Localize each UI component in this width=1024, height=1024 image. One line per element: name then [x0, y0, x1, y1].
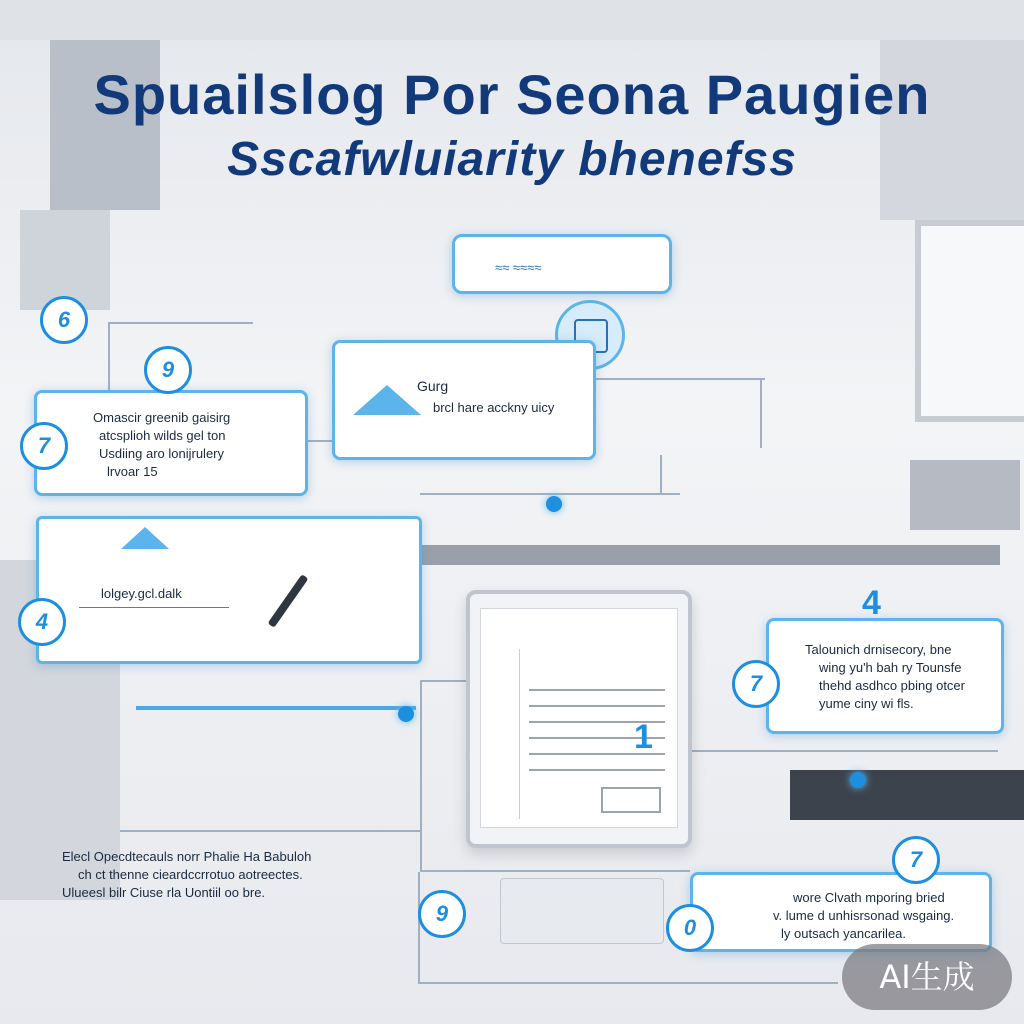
note-line-3: Ulueesl bilr Ciuse rla Uontiil oo bre. — [62, 885, 266, 900]
step-badge: 7 — [20, 422, 68, 470]
cabinet-right — [910, 460, 1020, 530]
connector — [420, 870, 690, 872]
step-badge: 1 — [634, 718, 653, 756]
step-badge: 6 — [40, 296, 88, 344]
feature-card-top — [332, 340, 596, 460]
step-badge: 9 — [418, 890, 466, 938]
document-illustration — [466, 590, 692, 848]
node-dot — [546, 496, 562, 512]
step-badge: 4 — [862, 584, 881, 622]
node-dot — [850, 772, 866, 788]
step-badge: 7 — [732, 660, 780, 708]
desk-edge — [420, 545, 1000, 565]
feature-card-left-upper — [34, 390, 308, 496]
connector — [418, 872, 420, 982]
connector — [760, 378, 762, 448]
node-dot — [398, 706, 414, 722]
keyboard-illustration — [500, 878, 664, 944]
page-subtitle: Sscafwluiarity bhenefss — [227, 133, 797, 186]
step-badge: 9 — [144, 346, 192, 394]
note-line-2: ch ct thenne cieardccrrotuo aotreectes. — [78, 867, 303, 882]
connector — [108, 322, 110, 390]
connector — [590, 378, 765, 380]
card-text: lolgey.gcl.dalk — [101, 586, 182, 601]
card-line-3: Usdiing aro lonijrulery — [99, 446, 224, 461]
connector — [660, 455, 662, 495]
pen-icon — [268, 574, 309, 628]
page-title: Spuailslog Por Seona Paugien — [93, 63, 931, 126]
card-line-2: wing yu'h bah ry Tounsfe — [819, 660, 962, 675]
card-line-2: v. lume d unhisrsonad wsgaing. — [773, 908, 955, 923]
feature-card-right-middle — [766, 618, 1004, 734]
shelf-left — [20, 210, 110, 310]
connector — [420, 680, 422, 870]
card-line-2: atcsplioh wilds gel ton — [99, 428, 226, 443]
chart-icon — [121, 527, 169, 549]
card-label: Gurg — [417, 378, 449, 394]
desk-dark — [790, 770, 1024, 820]
card-line-4: yume ciny wi fls. — [819, 696, 914, 711]
connector — [108, 322, 253, 324]
connector — [690, 750, 998, 752]
connector — [420, 493, 680, 495]
connector — [418, 982, 838, 984]
step-badge: 7 — [892, 836, 940, 884]
feature-card-left-middle — [36, 516, 422, 664]
ceiling — [0, 0, 1024, 40]
connector — [420, 680, 470, 682]
top-callout-text: ≈≈ ≈≈≈≈ — [495, 260, 542, 275]
feature-card-right-bottom — [690, 872, 992, 952]
card-text: brcl hare acckny uicy — [433, 400, 555, 415]
card-line-3: thehd asdhco pbing otcer — [819, 678, 965, 693]
card-line-4: lrvoar 15 — [107, 464, 158, 479]
step-badge: 4 — [18, 598, 66, 646]
connector — [120, 830, 420, 832]
connector — [136, 706, 416, 710]
card-line-1: wore Clvath mporing bried — [793, 890, 945, 905]
card-line-3: ly outsach yancarilea. — [781, 926, 907, 941]
mountain-icon — [353, 385, 421, 415]
card-line-1: Talounich drnisecory, bne — [805, 642, 952, 657]
card-line-1: Omascir greenib gaisirg — [93, 410, 231, 425]
ai-generated-watermark: AI生成 — [842, 944, 1012, 1010]
note-line-1: Elecl Opecdtecauls norr Phalie Ha Babuloh — [62, 849, 312, 864]
top-callout-card — [452, 234, 672, 294]
step-badge: 0 — [666, 904, 714, 952]
window-right — [915, 220, 1024, 422]
